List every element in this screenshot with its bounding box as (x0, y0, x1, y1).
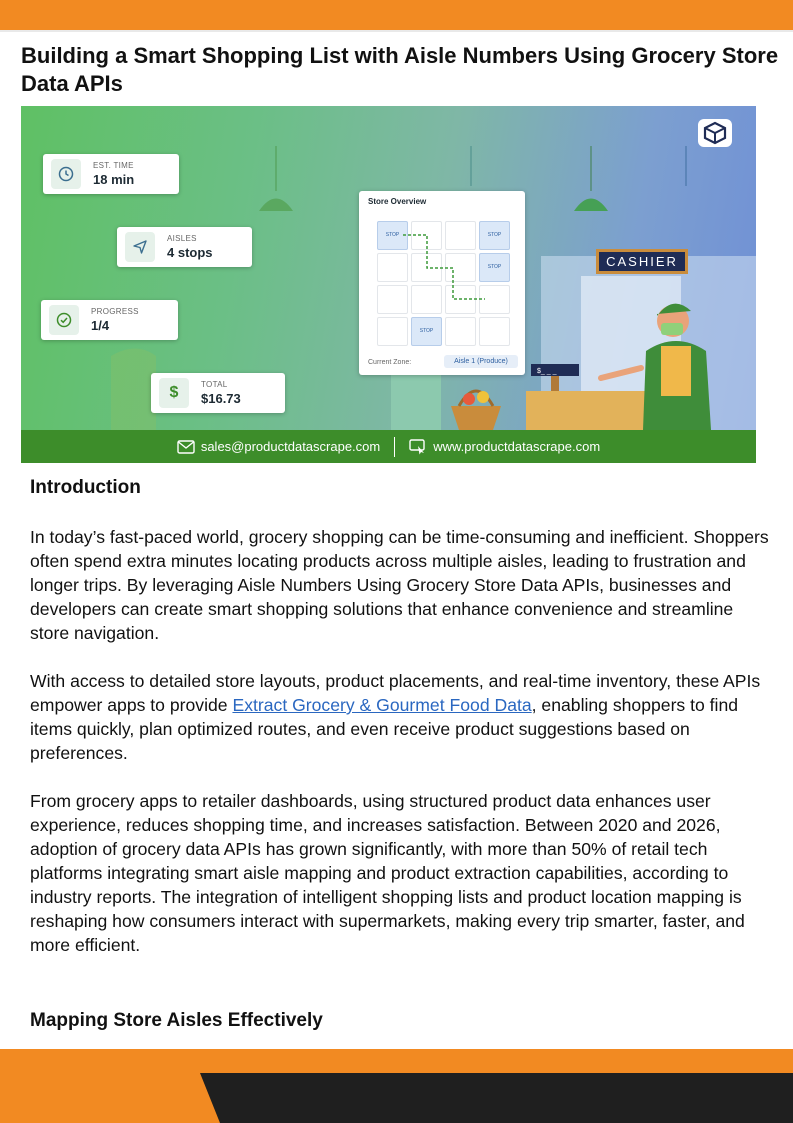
map-cell (479, 317, 510, 346)
page-title: Building a Smart Shopping List with Aisle Numbers Using Grocery Store Data APIs (21, 43, 779, 96)
mapping-heading: Mapping Store Aisles Effectively (30, 1010, 323, 1031)
est-time-value: 18 min (93, 172, 135, 187)
navigation-arrow-icon (125, 232, 155, 262)
email-text: sales@productdatascrape.com (200, 439, 381, 454)
aisles-value: 4 stops (167, 245, 213, 260)
paragraph-2-text-end: , enabling shoppers to find items quickly, plan optimized routes, and even receive product suggestions based on preferences. (30, 695, 739, 763)
extract-grocery-data-link[interactable]: Extract Grocery & Gourmet Food Data (232, 695, 532, 715)
progress-card (41, 300, 178, 340)
intro-paragraph-2 (30, 669, 770, 765)
map-cell (411, 285, 442, 314)
map-cell (445, 221, 476, 250)
website-contact[interactable] (409, 439, 600, 455)
total-label: TOTAL (201, 380, 228, 389)
dollar-icon: $ (159, 378, 189, 408)
introduction-heading: Introduction (30, 477, 141, 498)
mail-icon (177, 440, 195, 454)
cube-logo-icon (697, 118, 733, 148)
map-cell (445, 317, 476, 346)
paragraph-2-text-start: With access to detailed store layouts, product placements, and real-time inventory, these APIs empower apps to provide (30, 671, 761, 715)
map-cell (445, 285, 476, 314)
register-display: $_ _ _ (537, 368, 557, 375)
map-cell (411, 221, 442, 250)
top-divider (0, 30, 793, 32)
progress-label: PROGRESS (91, 307, 139, 316)
contact-strip (21, 430, 756, 463)
intro-paragraph-3: From grocery apps to retailer dashboards, using structured product data enhances user experience, reduces shopping time, and increases satisfaction. Between 2020 and 2026, adoption of grocery data APIs has grown significantly, with more than 50% of retail tech platforms integrating smart aisle mapping and product extraction capabilities, according to industry reports. The integration of intelligent shopping lists and product location mapping is reshaping how consumers interact with supermarkets, making every trip smarter, faster, and more efficient. (30, 791, 745, 955)
est-time-card (43, 154, 179, 194)
est-time-label: EST. TIME (93, 161, 134, 170)
check-circle-icon (49, 305, 79, 335)
progress-value: 1/4 (91, 318, 110, 333)
map-cell (377, 317, 408, 346)
hero-banner (21, 106, 756, 463)
cashier-sign: CASHIER (596, 249, 688, 274)
store-overview-panel (359, 191, 525, 375)
clock-icon (51, 159, 81, 189)
map-cell (377, 253, 408, 282)
map-stop-cell: STOP (479, 253, 510, 282)
total-value: $16.73 (201, 391, 241, 406)
map-cell (445, 253, 476, 282)
store-overview-title: Store Overview (368, 197, 427, 206)
total-card (151, 373, 285, 413)
aisles-card (117, 227, 252, 267)
current-zone-label: Current Zone: (368, 359, 412, 366)
current-zone-value: Aisle 1 (Produce) (444, 355, 518, 368)
email-contact[interactable] (177, 439, 380, 454)
map-stop-cell: STOP (479, 221, 510, 250)
map-cell (479, 285, 510, 314)
website-text: www.productdatascrape.com (433, 439, 601, 454)
web-pointer-icon (409, 439, 427, 455)
footer-divider (394, 437, 395, 457)
route-path (359, 191, 525, 375)
map-cell (411, 253, 442, 282)
map-stop-cell: STOP (377, 221, 408, 250)
aisles-label: AISLES (167, 234, 197, 243)
intro-paragraph-1: In today’s fast-paced world, grocery shopping can be time-consuming and inefficient. Shoppers often spend extra minutes locating products across multiple aisles, leading to frustration and longer trips. By leveraging Aisle Numbers Using Grocery Store Data APIs, businesses and developers can create smart shopping solutions that enhance convenience and streamline store navigation. (30, 527, 769, 643)
map-stop-cell: STOP (411, 317, 442, 346)
map-cell (377, 285, 408, 314)
top-accent-bar (0, 0, 793, 30)
